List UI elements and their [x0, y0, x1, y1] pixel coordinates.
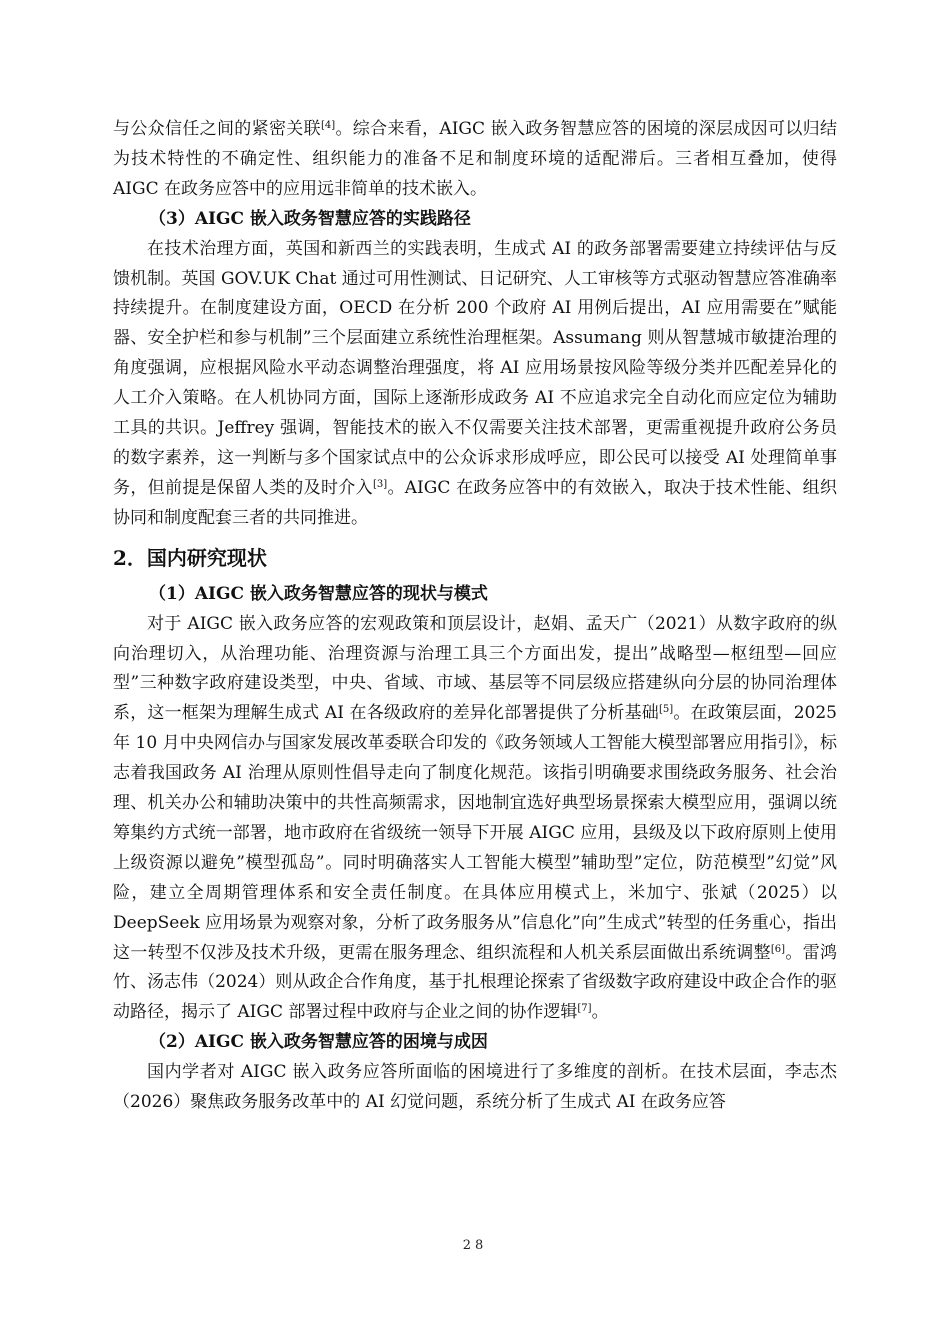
citation-4: [4] [320, 120, 336, 131]
section-heading-domestic-research: 2．国内研究现状 [113, 545, 267, 570]
citation-5: [5] [659, 704, 674, 716]
citation-6: [6] [770, 943, 786, 955]
paragraph-1: 与公众信任之间的紧密关联[4]。综合来看，AIGC 嵌入政务智慧应答的困境的深层成因可以归结为技术特性的不确定性、组织能力的准备不足和制度环境的适配滞后。三者相互叠加，使得 AIGC 在政务应答中的应用远非简单的技术嵌入。 [113, 119, 837, 199]
subheading-1-status-and-models: （1）AIGC 嵌入政务智慧应答的现状与模式 [149, 583, 488, 604]
paragraph-4: 国内学者对 AIGC 嵌入政务应答所面临的困境进行了多维度的剖析。在技术层面，李志杰（2026）聚焦政务服务改革中的 AI 幻觉问题，系统分析了生成式 AI 在政务应答 [113, 1062, 837, 1113]
paragraph-3: 对于 AIGC 嵌入政务应答的宏观政策和顶层设计，赵娟、孟天广（2021）从数字政府的纵向治理切入，从治理功能、治理资源与治理工具三个方面出发，提出”战略型—枢纽型—回应型”三种数字政府建设类型，中央、省域、市域、基层等不同层级应搭建纵向分层的协同治理体系，这一框架为理解生成式 AI 在各级政府的差异化部署提供了分析基础[5]。在政策层面，2025 年 10 月中央网信办与国家发展改革委联合印发的《政务领域人工智能大模型部署应用指引》，标志着我国政务 AI 治理从原则性倡导走向了制度化规范。该指引明确要求围绕政务服务、社会治理、机关办公和辅助决策中的共性高频需求，因地制宜选好典型场景探索大模型应用，强调以统筹集约方式统一部署，地市政府在省级统一领导下开展 AIGC 应用，县级及以下政府原则上使用上级资源以避免”模型孤岛”。同时明确落实人工智能大模型”辅助型”定位，防范模型”幻觉”风险，建立全周期管理体系和安全责任制度。在具体应用模式上，米加宁、张斌（2025）以 DeepSeek 应用场景为观察对象，分析了政务服务从”信息化”向”生成式”转型的任务重心，指出这一转型不仅涉及技术升级，更需在服务理念、组织流程和人机关系层面做出系统调整[6]。雷鸿竹、汤志伟（2024）则从政企合作角度，基于扎根理论探索了省级数字政府建设中政企合作的驱动路径，揭示了 AIGC 部署过程中政府与企业之间的协作逻辑[7]。 [113, 613, 838, 1023]
page-number: 28 [462, 1238, 488, 1253]
citation-3: [3] [372, 478, 388, 490]
paragraph-2: 在技术治理方面，英国和新西兰的实践表明，生成式 AI 的政务部署需要建立持续评估与反馈机制。英国 GOV.UK Chat 通过可用性测试、日记研究、人工审核等方式驱动智慧应答准确率持续提升。在制度建设方面，OECD 在分析 200 个政府 AI 用例后提出，AI 应用需要在”赋能器、安全护栏和参与机制”三个层面建立系统性治理框架。Assumang 则从智慧城市敏捷治理的角度强调，应根据风险水平动态调整治理强度，将 AI 应用场景按风险等级分类并匹配差异化的人工介入策略。在人机协同方面，国际上逐渐形成政务 AI 不应追求完全自动化而应定位为辅助工具的共识。Jeffrey 强调，智能技术的嵌入不仅需要关注技术部署，更需重视提升政府公务员的数字素养，这一判断与多个国家试点中的公众诉求形成呼应，即公民可以接受 AI 处理简单事务，但前提是保留人类的及时介入[3]。AIGC 在政务应答中的有效嵌入，取决于技术性能、组织协同和制度配套三者的共同推进。 [113, 238, 838, 528]
subheading-2-dilemmas-and-causes: （2）AIGC 嵌入政务智慧应答的困境与成因 [149, 1032, 488, 1053]
citation-7: [7] [577, 1003, 592, 1015]
subheading-3-practice-path: （3）AIGC 嵌入政务智慧应答的实践路径 [149, 208, 471, 229]
